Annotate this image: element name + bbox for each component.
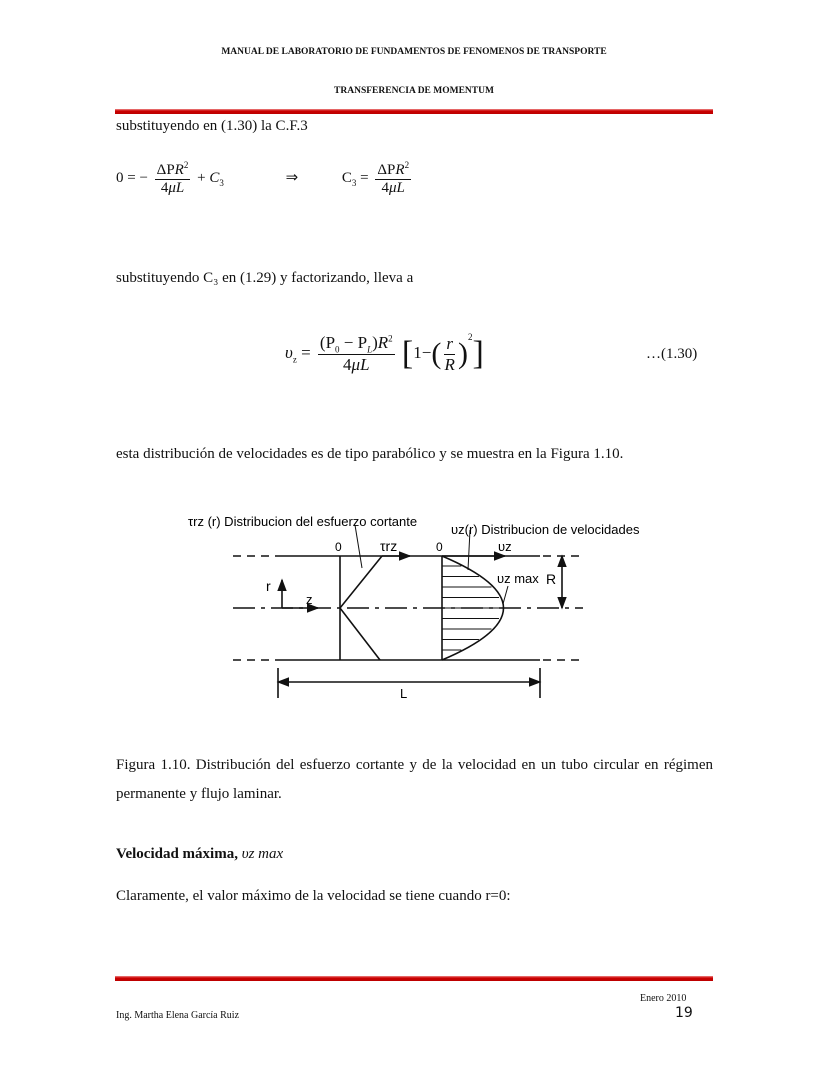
tau-label: τrz [380, 538, 398, 554]
z-label: z [306, 592, 313, 607]
paragraph: substituyendo en (1.30) la C.F.3 [116, 118, 308, 134]
figure-caption: Figura 1.10. Distribución del esfuerzo cortante y de la velocidad en un tubo circular en régimen permanente y flujo laminar. [116, 757, 713, 802]
paragraph: substituyendo C₃ en (1.29) y factorizando, lleva a [116, 270, 414, 286]
r-label: r [266, 578, 271, 594]
header-title: MANUAL DE LABORATORIO DE FUNDAMENTOS DE FENOMENOS DE TRANSPORTE [221, 47, 607, 57]
equation-number: …(1.30) [646, 346, 698, 362]
equation-c3: 0 = − $\frac{\Delta PR^2}{4\mu L}$ + $C_3$ ⇒ $C_3$ = $\frac{\Delta PR^2}{4\mu L}$ [116, 160, 410, 196]
zero-label: 0 [436, 540, 443, 554]
section-heading [116, 846, 283, 863]
paragraph: Claramente, el valor máximo de la velocidad se tiene cuando r=0: [116, 888, 511, 904]
velocity-label: υz(r) Distribucion de velocidades [451, 522, 640, 537]
footer-divider [115, 976, 713, 981]
vzmax-label: υz max [497, 571, 539, 586]
shear-label: τrz (r) Distribucion del esfuerzo cortante [188, 514, 418, 529]
velocity-vectors [442, 566, 502, 650]
heading-symbol: υz max [241, 846, 284, 862]
page-number: 19 [675, 1005, 693, 1021]
vz-label: υz [498, 539, 512, 554]
heading-text: Velocidad máxima, [116, 846, 238, 862]
zero-label: 0 [335, 540, 342, 554]
header-subtitle: TRANSFERENCIA DE MOMENTUM [334, 86, 494, 96]
R-label: R [546, 571, 557, 587]
footer-date: Enero 2010 [640, 993, 687, 1004]
L-label: L [400, 686, 408, 701]
paragraph: esta distribución de velocidades es de tipo parabólico y se muestra en la Figura 1.10. [116, 446, 624, 462]
equation-velocity: $\upsilon_z$ = $\frac{(P_0 - P_L)R^2}{4\mu L}$ [1−( $\frac{r}{R}$ )$^2$] [285, 332, 484, 375]
footer-author: Ing. Martha Elena García Ruiz [116, 1010, 240, 1021]
